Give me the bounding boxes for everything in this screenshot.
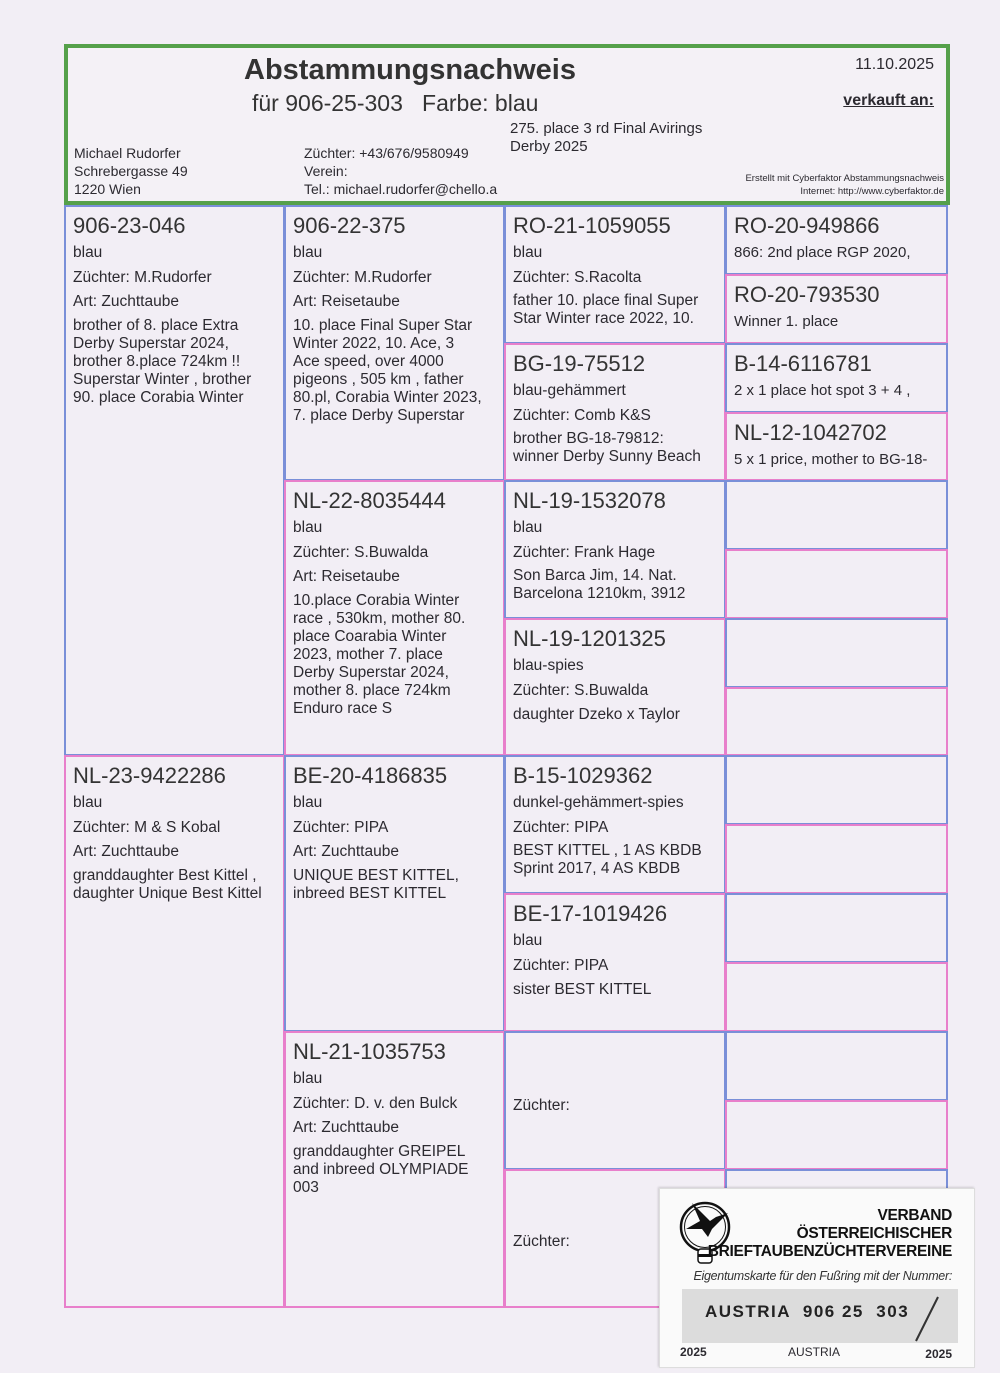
note-line: brother BG-18-79812: (513, 430, 664, 447)
pigeon-gen4-3 (725, 343, 948, 413)
note-line: Ace speed, over 4000 (293, 352, 444, 370)
note-line: daughter Unique Best Kittel (73, 884, 262, 902)
pigeon-mmf (504, 1031, 726, 1170)
pigeon-gen4-empty (725, 618, 948, 688)
note-line: Son Barca Jim, 14. Nat. (513, 567, 677, 584)
type: Art: Zuchttaube (73, 843, 179, 860)
pigeon-gen4-empty (725, 480, 948, 550)
color: blau (513, 519, 543, 536)
note-line: Star Winter race 2022, 10. (513, 310, 694, 327)
note-line: Winner 1. place (734, 313, 839, 330)
ring-number: 906-23-046 (73, 213, 186, 238)
note-line: 10. place Final Super Star (293, 316, 473, 334)
owner-contact (304, 144, 497, 198)
pedigree-header (64, 44, 950, 205)
notes (513, 567, 718, 603)
notes (293, 867, 497, 903)
ring-number: NL-12-1042702 (734, 420, 887, 445)
color: blau-spies (513, 657, 584, 674)
breeder: Züchter: PIPA (293, 818, 389, 836)
pigeon-gen4-empty (725, 755, 948, 825)
note-line: pigeons , 505 km , father (293, 370, 464, 388)
ring-number: NL-22-8035444 (293, 488, 446, 513)
breeder: Züchter: PIPA (513, 956, 609, 974)
pigeon-gen4-empty (725, 824, 948, 894)
performance-line: 275. place 3 rd Final Avirings (510, 120, 703, 137)
pigeon-gen4-empty (725, 962, 948, 1032)
owner-street: Schrebergasse 49 (74, 163, 188, 179)
color: blau (293, 1070, 323, 1087)
note-line: race , 530km, mother 80. (293, 609, 466, 627)
color: blau (293, 244, 323, 261)
note-line: brother 8.place 724km !! (73, 352, 241, 370)
pigeon-fm (284, 480, 505, 756)
notes (513, 430, 718, 466)
note-line: 866: 2nd place RGP 2020, (734, 244, 911, 261)
pigeon-mff (504, 755, 726, 894)
ring-number: RO-20-793530 (734, 282, 880, 307)
note-line: winner Derby Sunny Beach (513, 448, 701, 465)
ring-number: NL-19-1201325 (513, 626, 666, 651)
color: blau (513, 244, 543, 261)
note-line: granddaughter Best Kittel , (73, 866, 257, 884)
pigeon-ff (284, 205, 505, 481)
note-line: inbreed BEST KITTEL (293, 884, 447, 902)
type: Art: Zuchttaube (293, 843, 399, 860)
note-line: 5 x 1 price, mother to BG-18- (734, 451, 928, 468)
type: Art: Zuchttaube (293, 1119, 399, 1136)
note-line: 7. place Derby Superstar (293, 406, 465, 424)
note-line: Derby Superstar 2024, (73, 334, 229, 352)
color: blau (293, 794, 323, 811)
note-line: Barcelona 1210km, 3912 (513, 585, 686, 602)
credit-url: Internet: http://www.cyberfaktor.de (800, 186, 944, 197)
breeder: Züchter: (513, 1233, 570, 1250)
type: Art: Reisetaube (293, 293, 400, 310)
notes (73, 317, 277, 407)
org-line: VERBAND (877, 1207, 952, 1224)
ring-number: NL-19-1532078 (513, 488, 666, 513)
note-line: 2023, mother 7. place (293, 645, 443, 663)
document-title: Abstammungsnachweis (244, 54, 576, 86)
notes (293, 592, 497, 718)
note-line: Derby Superstar 2024, (293, 663, 449, 681)
pigeon-fff (504, 205, 726, 344)
breeder: Züchter: Comb K&S (513, 406, 651, 424)
card-year-left: 2025 (680, 1345, 707, 1359)
email: Tel.: michael.rudorfer@chello.a (304, 181, 498, 197)
breeder: Züchter: M.Rudorfer (73, 268, 212, 286)
ring-number: 906-22-375 (293, 213, 406, 238)
pigeon-gen4-2 (725, 274, 948, 344)
performance-note (510, 120, 770, 156)
owner-name: Michael Rudorfer (74, 145, 181, 161)
type: Art: Reisetaube (293, 568, 400, 585)
ring-number: BG-19-75512 (513, 351, 646, 376)
breeder: Züchter: M.Rudorfer (293, 268, 432, 286)
color: dunkel-gehämmert-spies (513, 794, 684, 811)
breeder: Züchter: S.Buwalda (293, 543, 429, 561)
pigeon-gen4-empty (725, 893, 948, 963)
breeder: Züchter: S.Racolta (513, 268, 642, 286)
card-subtitle: Eigentumskarte für den Fußring mit der Nummer: (693, 1269, 952, 1283)
org-line: BRIEFTAUBENZÜCHTERVEREINE (707, 1243, 952, 1260)
pigeon-fmm (504, 618, 726, 756)
ring-number: NL-23-9422286 (73, 763, 226, 788)
color: blau (73, 244, 103, 261)
note-line: Enduro race S (293, 699, 393, 717)
notes (293, 317, 497, 425)
note-line: mother 8. place 724km (293, 681, 451, 699)
ring-slash-mark-icon (912, 1295, 942, 1343)
pigeon-fmf (504, 480, 726, 619)
document-date: 11.10.2025 (855, 56, 934, 73)
breeder: Züchter: M & S Kobal (73, 818, 221, 836)
pigeon-ffm (504, 343, 726, 481)
color: blau-gehämmert (513, 382, 626, 399)
software-credit (745, 172, 944, 198)
note-line: brother of 8. place Extra (73, 316, 239, 334)
ring-number: RO-21-1059055 (513, 213, 671, 238)
breeder: Züchter: Frank Hage (513, 543, 656, 561)
ring-number: B-15-1029362 (513, 763, 653, 788)
ring-number: RO-20-949866 (734, 213, 880, 238)
note-line: father 10. place final Super (513, 292, 699, 309)
note-line: daughter Dzeko x Taylor (513, 706, 680, 723)
note-line: Superstar Winter , brother (73, 370, 252, 388)
pigeon-mf (284, 755, 505, 1032)
ring-number: B-14-6116781 (734, 351, 872, 376)
pigeon-gen4-4 (725, 412, 948, 481)
note-line: UNIQUE BEST KITTEL, (293, 866, 459, 884)
note-line: and inbreed OLYMPIADE (293, 1160, 469, 1178)
card-ring-number: AUSTRIA 906 25 303 (705, 1302, 910, 1321)
ring-number: BE-17-1019426 (513, 901, 668, 926)
note-line: Sprint 2017, 4 AS KBDB (513, 860, 681, 877)
ownership-card (659, 1188, 975, 1368)
pigeon-gen4-empty (725, 1031, 948, 1101)
breeder: Züchter: D. v. den Bulck (293, 1094, 458, 1112)
owner-address (74, 144, 188, 198)
pigeon-mfm (504, 893, 726, 1032)
pigeon-gen4-empty (725, 1100, 948, 1170)
note-line: BEST KITTEL , 1 AS KBDB (513, 842, 702, 859)
notes (73, 867, 277, 903)
notes (513, 842, 718, 878)
pigeon-mm (284, 1031, 505, 1308)
color: blau (293, 519, 323, 536)
note-line: Winter 2022, 10. Ace, 3 (293, 334, 455, 352)
pigeon-father (64, 205, 285, 756)
note-line: place Coarabia Winter (293, 627, 447, 645)
card-country: AUSTRIA (788, 1345, 841, 1359)
breeder: Züchter: S.Buwalda (513, 681, 649, 699)
note-line: sister BEST KITTEL (513, 981, 652, 998)
ring-number: BE-20-4186835 (293, 763, 448, 788)
note-line: 80.pl, Corabia Winter 2023, (293, 388, 482, 406)
type: Art: Zuchttaube (73, 293, 179, 310)
notes (293, 1143, 497, 1197)
sold-to-label: verkauft an: (843, 92, 934, 109)
note-line: 2 x 1 place hot spot 3 + 4 , (734, 382, 911, 399)
owner-city: 1220 Wien (74, 181, 141, 197)
breeder: Züchter: PIPA (513, 818, 609, 836)
card-year-right: 2025 (925, 1347, 952, 1361)
pigeon-mother (64, 755, 285, 1308)
pigeon-gen4-1 (725, 205, 948, 275)
performance-line: Derby 2025 (510, 138, 588, 155)
breeder: Züchter: (513, 1097, 570, 1114)
document-subtitle: für 906-25-303 Farbe: blau (252, 90, 539, 116)
pigeon-gen4-empty (725, 687, 948, 756)
note-line: 003 (293, 1178, 319, 1196)
breeder-phone: Züchter: +43/676/9580949 (304, 145, 469, 161)
note-line: 10.place Corabia Winter (293, 591, 460, 609)
club: Verein: (304, 163, 348, 179)
note-line: 90. place Corabia Winter (73, 388, 244, 406)
ring-number: NL-21-1035753 (293, 1039, 446, 1064)
organization-name (708, 1207, 952, 1261)
credit-line: Erstellt mit Cyberfaktor Abstammungsnachweis (745, 173, 944, 184)
color: blau (513, 932, 543, 949)
notes (513, 292, 718, 328)
note-line: granddaughter GREIPEL (293, 1142, 466, 1160)
org-line: ÖSTERREICHISCHER (796, 1225, 952, 1242)
color: blau (73, 794, 103, 811)
pigeon-gen4-empty (725, 549, 948, 619)
